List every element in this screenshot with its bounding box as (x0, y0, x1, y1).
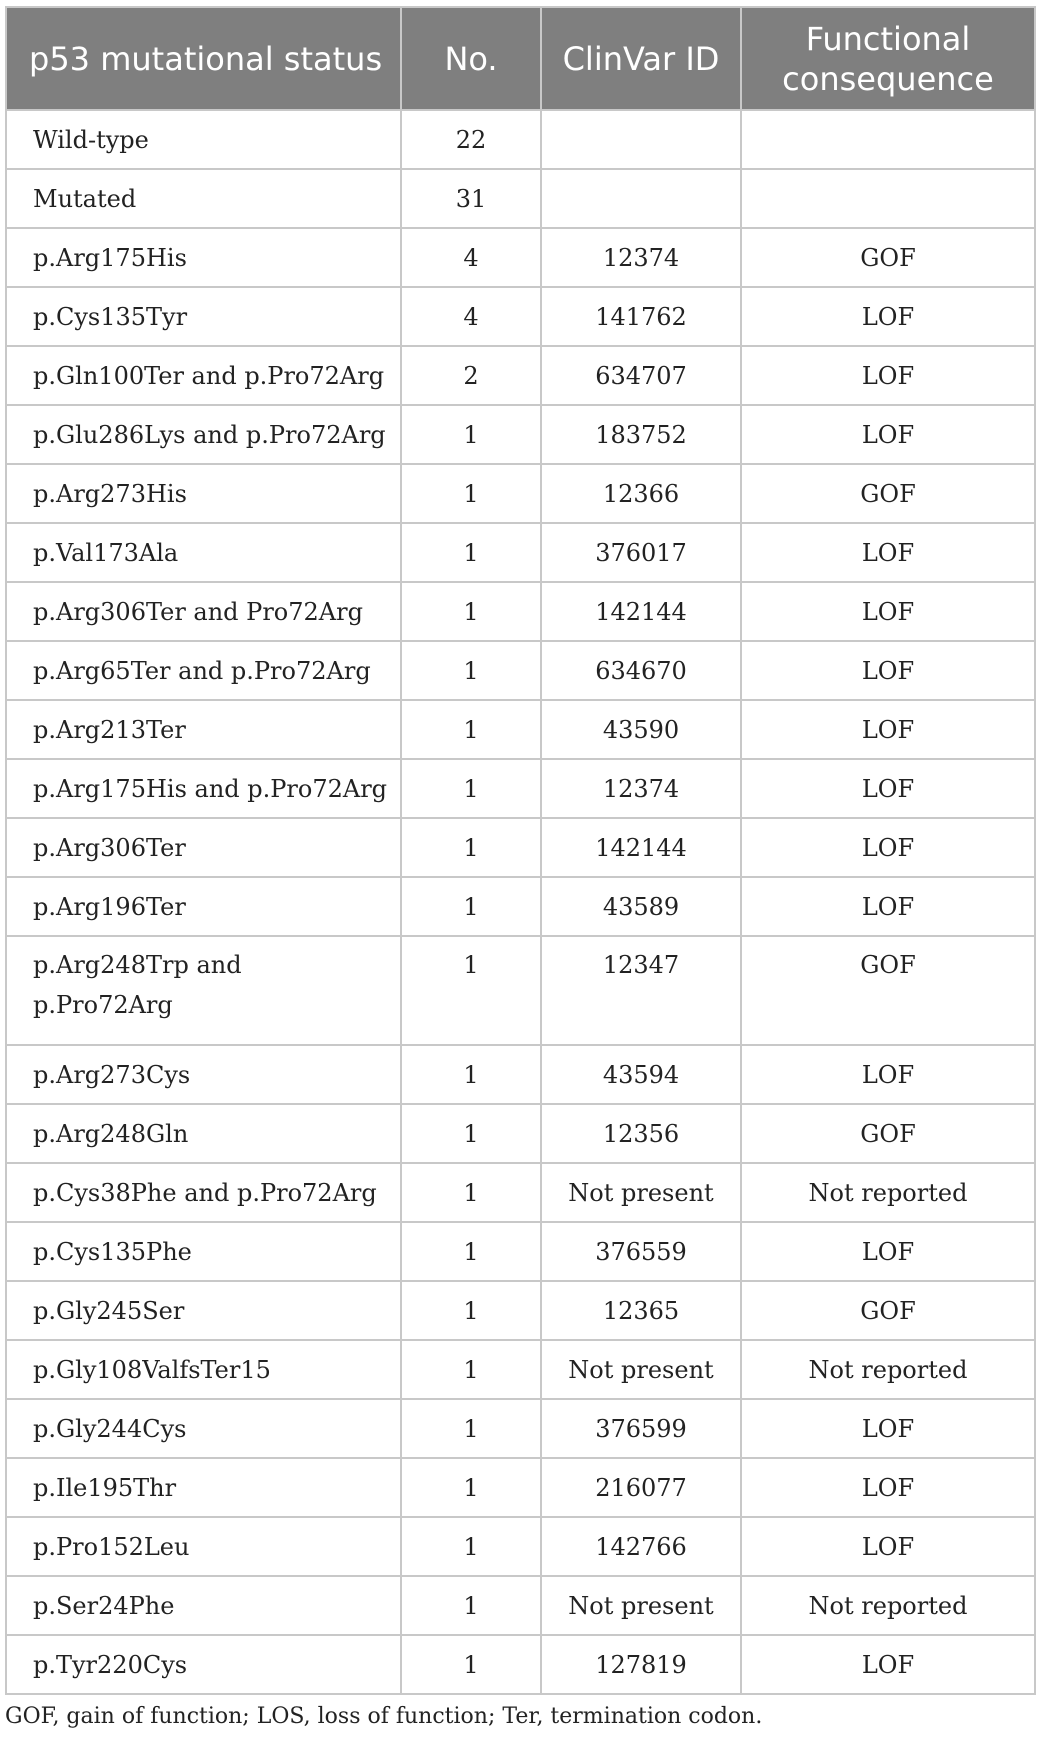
cell-mutational-status: p.Cys135Tyr (6, 287, 401, 346)
cell-clinvar-id: 12356 (541, 1104, 741, 1163)
cell-functional-consequence: GOF (741, 1104, 1035, 1163)
cell-functional-consequence: Not reported (741, 1340, 1035, 1399)
table-row (6, 877, 1035, 936)
cell-clinvar-id: Not present (541, 1340, 741, 1399)
cell-mutational-status: p.Gln100Ter and p.Pro72Arg (6, 346, 401, 405)
cell-functional-consequence (741, 169, 1035, 228)
cell-clinvar-id: 12365 (541, 1281, 741, 1340)
cell-clinvar-id: 142766 (541, 1517, 741, 1576)
cell-functional-consequence: Not reported (741, 1163, 1035, 1222)
table-row (6, 464, 1035, 523)
cell-count: 1 (401, 1340, 541, 1399)
cell-mutational-status: p.Arg306Ter and Pro72Arg (6, 582, 401, 641)
cell-mutational-status: p.Ser24Phe (6, 1576, 401, 1635)
cell-functional-consequence: GOF (741, 228, 1035, 287)
cell-mutational-status: Mutated (6, 169, 401, 228)
cell-functional-consequence: LOF (741, 759, 1035, 818)
cell-count: 4 (401, 228, 541, 287)
table-row (6, 346, 1035, 405)
cell-count: 1 (401, 700, 541, 759)
cell-functional-consequence: LOF (741, 1399, 1035, 1458)
table-row (6, 110, 1035, 169)
p53-mutation-table (5, 6, 1036, 1695)
cell-mutational-status: p.Cys135Phe (6, 1222, 401, 1281)
cell-count: 1 (401, 1517, 541, 1576)
cell-clinvar-id: 12366 (541, 464, 741, 523)
cell-clinvar-id: 141762 (541, 287, 741, 346)
cell-mutational-status: p.Val173Ala (6, 523, 401, 582)
cell-clinvar-id: 127819 (541, 1635, 741, 1694)
cell-functional-consequence: Not reported (741, 1576, 1035, 1635)
cell-functional-consequence: LOF (741, 1458, 1035, 1517)
cell-mutational-status: p.Gly108ValfsTer15 (6, 1340, 401, 1399)
cell-mutational-status: p.Cys38Phe and p.Pro72Arg (6, 1163, 401, 1222)
table-row (6, 1576, 1035, 1635)
table-row (6, 936, 1035, 1045)
table-row (6, 700, 1035, 759)
header-clinvar: ClinVar ID (541, 7, 741, 110)
cell-clinvar-id (541, 110, 741, 169)
cell-mutational-status: p.Arg196Ter (6, 877, 401, 936)
table-row (6, 523, 1035, 582)
cell-mutational-status: p.Arg306Ter (6, 818, 401, 877)
cell-count: 1 (401, 877, 541, 936)
cell-functional-consequence: LOF (741, 287, 1035, 346)
cell-clinvar-id: 43594 (541, 1045, 741, 1104)
cell-count: 1 (401, 1163, 541, 1222)
cell-functional-consequence: LOF (741, 1635, 1035, 1694)
cell-count: 1 (401, 1281, 541, 1340)
table-row (6, 228, 1035, 287)
table-row (6, 1399, 1035, 1458)
cell-count: 1 (401, 1576, 541, 1635)
cell-count: 2 (401, 346, 541, 405)
cell-clinvar-id: 376599 (541, 1399, 741, 1458)
cell-mutational-status: p.Arg273Cys (6, 1045, 401, 1104)
table-row (6, 1458, 1035, 1517)
cell-count: 1 (401, 1458, 541, 1517)
cell-functional-consequence: GOF (741, 936, 1035, 1045)
cell-clinvar-id: 142144 (541, 818, 741, 877)
cell-clinvar-id: 376017 (541, 523, 741, 582)
cell-mutational-status: p.Ile195Thr (6, 1458, 401, 1517)
table-row (6, 1163, 1035, 1222)
cell-mutational-status: p.Arg213Ter (6, 700, 401, 759)
cell-mutational-status: p.Arg248Gln (6, 1104, 401, 1163)
header-no: No. (401, 7, 541, 110)
cell-count: 4 (401, 287, 541, 346)
cell-mutational-status: p.Arg248Trp and p.Pro72Arg (6, 936, 401, 1045)
table-row (6, 1222, 1035, 1281)
table-row (6, 759, 1035, 818)
cell-count: 1 (401, 405, 541, 464)
cell-functional-consequence: LOF (741, 1222, 1035, 1281)
cell-count: 22 (401, 110, 541, 169)
cell-count: 1 (401, 641, 541, 700)
cell-functional-consequence: LOF (741, 1517, 1035, 1576)
cell-functional-consequence: LOF (741, 1045, 1035, 1104)
cell-clinvar-id: 216077 (541, 1458, 741, 1517)
cell-clinvar-id: 634707 (541, 346, 741, 405)
table-footnote: GOF, gain of function; LOS, loss of function; Ter, termination codon. (5, 1704, 763, 1729)
cell-clinvar-id: Not present (541, 1163, 741, 1222)
cell-mutational-status: Wild-type (6, 110, 401, 169)
cell-functional-consequence: LOF (741, 818, 1035, 877)
table-row (6, 1281, 1035, 1340)
cell-mutational-status: p.Gly244Cys (6, 1399, 401, 1458)
cell-functional-consequence: LOF (741, 641, 1035, 700)
cell-count: 1 (401, 1399, 541, 1458)
table-container (5, 6, 1034, 1695)
cell-count: 1 (401, 1635, 541, 1694)
cell-clinvar-id: 43590 (541, 700, 741, 759)
cell-functional-consequence: GOF (741, 1281, 1035, 1340)
header-status: p53 mutational status (6, 7, 401, 110)
cell-mutational-status: p.Arg273His (6, 464, 401, 523)
cell-mutational-status: p.Glu286Lys and p.Pro72Arg (6, 405, 401, 464)
cell-count: 1 (401, 523, 541, 582)
table-row (6, 582, 1035, 641)
table-row (6, 1104, 1035, 1163)
table-row (6, 405, 1035, 464)
cell-count: 1 (401, 1045, 541, 1104)
cell-count: 1 (401, 582, 541, 641)
cell-count: 1 (401, 1104, 541, 1163)
cell-clinvar-id: 43589 (541, 877, 741, 936)
cell-clinvar-id: 376559 (541, 1222, 741, 1281)
cell-functional-consequence: LOF (741, 405, 1035, 464)
cell-mutational-status: p.Gly245Ser (6, 1281, 401, 1340)
cell-clinvar-id: 634670 (541, 641, 741, 700)
table-row (6, 287, 1035, 346)
cell-count: 1 (401, 1222, 541, 1281)
table-body (6, 110, 1035, 1694)
cell-mutational-status: p.Arg175His (6, 228, 401, 287)
cell-functional-consequence: GOF (741, 464, 1035, 523)
cell-count: 1 (401, 464, 541, 523)
table-row (6, 641, 1035, 700)
header-row (6, 7, 1035, 110)
cell-mutational-status: p.Arg175His and p.Pro72Arg (6, 759, 401, 818)
cell-count: 1 (401, 759, 541, 818)
cell-functional-consequence: LOF (741, 523, 1035, 582)
cell-clinvar-id (541, 169, 741, 228)
table-row (6, 169, 1035, 228)
cell-clinvar-id: 12347 (541, 936, 741, 1045)
cell-functional-consequence (741, 110, 1035, 169)
cell-functional-consequence: LOF (741, 877, 1035, 936)
cell-count: 1 (401, 818, 541, 877)
table-row (6, 1340, 1035, 1399)
header-consequence: Functional consequence (741, 7, 1035, 110)
cell-mutational-status: p.Pro152Leu (6, 1517, 401, 1576)
table-row (6, 1045, 1035, 1104)
table-row (6, 1635, 1035, 1694)
cell-functional-consequence: LOF (741, 346, 1035, 405)
cell-clinvar-id: 183752 (541, 405, 741, 464)
cell-clinvar-id: 12374 (541, 228, 741, 287)
cell-functional-consequence: LOF (741, 582, 1035, 641)
table-row (6, 818, 1035, 877)
cell-clinvar-id: Not present (541, 1576, 741, 1635)
cell-functional-consequence: LOF (741, 700, 1035, 759)
cell-clinvar-id: 142144 (541, 582, 741, 641)
cell-clinvar-id: 12374 (541, 759, 741, 818)
cell-mutational-status: p.Arg65Ter and p.Pro72Arg (6, 641, 401, 700)
cell-count: 1 (401, 936, 541, 1045)
table-row (6, 1517, 1035, 1576)
cell-mutational-status: p.Tyr220Cys (6, 1635, 401, 1694)
cell-count: 31 (401, 169, 541, 228)
